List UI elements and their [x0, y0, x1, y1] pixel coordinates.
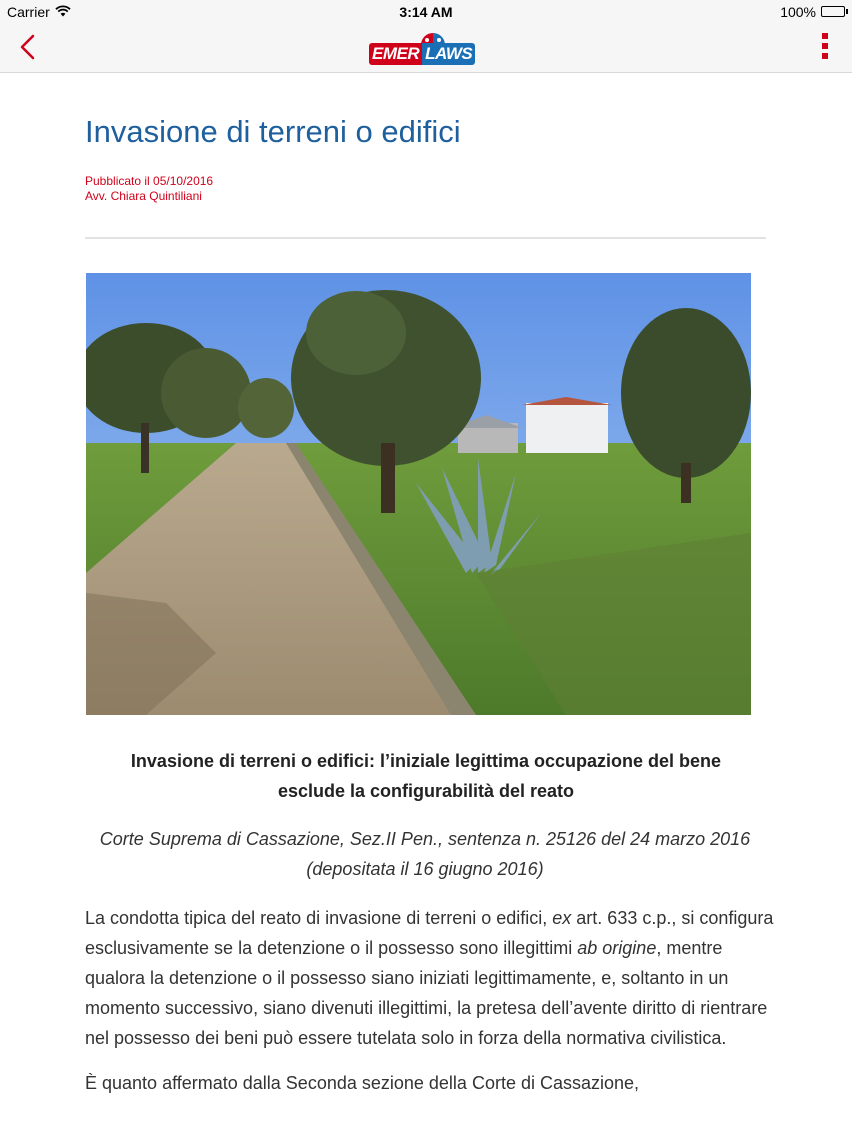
logo-emer: EMER	[369, 43, 422, 65]
article-body	[85, 903, 775, 1113]
top-bar	[0, 0, 852, 73]
logo-laws: LAWS	[422, 43, 475, 65]
paragraph: È quanto affermato dalla Seconda sezione della Corte di Cassazione,	[85, 1073, 640, 1093]
divider	[85, 237, 766, 239]
clock: 3:14 AM	[399, 4, 453, 20]
app-logo	[369, 29, 484, 69]
article-meta	[85, 174, 213, 204]
author-name: Avv. Chiara Quintiliani	[85, 189, 202, 203]
battery-percent: 100%	[780, 4, 816, 20]
ruling-citation: Corte Suprema di Cassazione, Sez.II Pen., sentenza n. 25126 del 24 marzo 2016 (depositata il 16 giugno 2016)	[99, 829, 751, 879]
article-photo	[86, 273, 751, 715]
paragraph: La condotta tipica del reato di invasione di terreni o edifici, ex art. 633 c.p., si configura esclusivamente se la detenzione o il possesso sono illegittimi ab origine, mentre qualora la detenzione o il possesso siano iniziati legittimamente, e, soltanto in un momento successivo, siano divenuti illegittimi, la pretesa dell’avente diritto di rientrare nel possesso dei beni può essere tutelata solo in forza della normativa civilistica.	[85, 908, 774, 1048]
battery-icon	[821, 6, 845, 17]
article-title: Invasione di terreni o edifici	[85, 114, 461, 149]
publish-date: Pubblicato il 05/10/2016	[85, 174, 214, 188]
carrier-label: Carrier	[7, 4, 50, 20]
back-button[interactable]	[14, 30, 42, 64]
more-options-button[interactable]	[820, 33, 830, 63]
status-bar	[0, 0, 852, 24]
article-lead: Invasione di terreni o edifici: l’iniziale legittima occupazione del bene esclude la configurabilità del reato	[130, 751, 722, 801]
